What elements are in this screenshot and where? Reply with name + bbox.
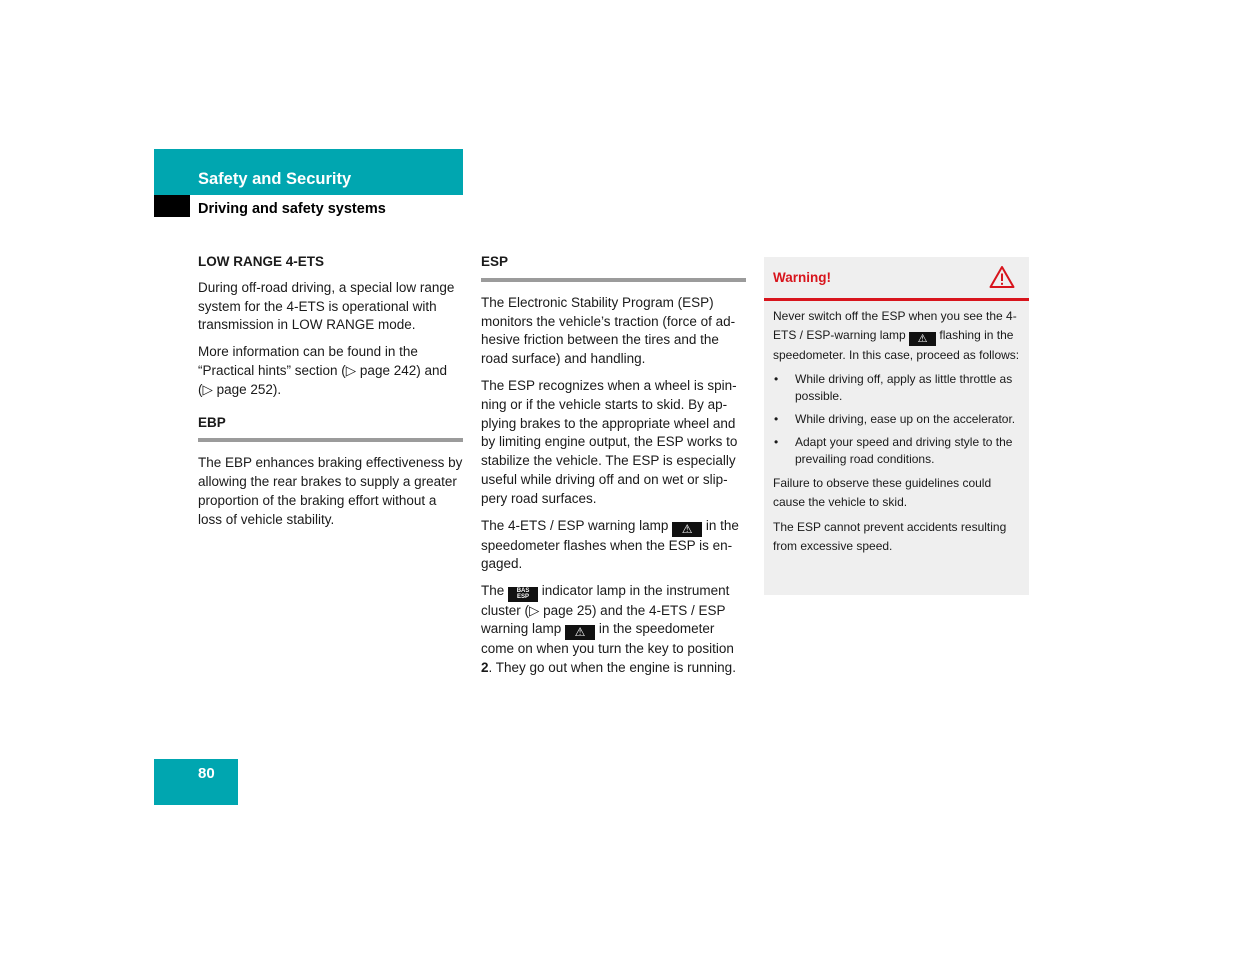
- ebp-heading: EBP: [198, 414, 463, 443]
- warning-paragraph-3: The ESP cannot prevent accidents resulting from excessive speed.: [773, 520, 1007, 553]
- esp-heading: ESP: [481, 253, 746, 282]
- ebp-paragraph: The EBP enhances braking effectiveness by allowing the rear brakes to supply a greater proportion of the braking effort without a loss of vehicle stability.: [198, 455, 463, 527]
- esp-paragraph-1: The Electronic Stability Program (ESP) monitors the vehicle’s traction (force of adhesive friction between the tires and the road surface) and handling.: [481, 294, 736, 367]
- esp-p4-text-c: in the speedometer come on when you turn the key to position: [481, 621, 734, 657]
- bas-label: BAS: [516, 587, 530, 594]
- list-item: • While driving, ease up on the accelerator.: [773, 411, 1020, 428]
- chapter-title: Safety and Security: [198, 170, 352, 188]
- warning-paragraph-2: Failure to observe these guidelines could cause the vehicle to skid.: [773, 476, 992, 509]
- esp-paragraph-3: [481, 517, 746, 575]
- warning-p1-text-a: Never switch off the ESP when you see the 4-ETS / ESP-warning lamp: [773, 309, 1017, 342]
- low-range-paragraph-2: More information can be found in the “Practical hints” section (▷ page 242) and (▷ page 252).: [198, 344, 448, 397]
- warning-body: [764, 301, 1029, 555]
- esp-p4-text-b: indicator lamp in the instrument cluster (▷ page 25) and the 4-ETS / ESP warning lamp: [481, 583, 730, 637]
- chapter-header: [154, 149, 463, 195]
- esp-warning-lamp-icon: ⚠: [909, 332, 936, 346]
- page-number: 80: [198, 765, 215, 782]
- list-item: • While driving off, apply as little throttle as possible.: [773, 371, 1020, 405]
- warning-triangle-icon: [989, 265, 1015, 289]
- esp-p4-text-a: The: [481, 583, 505, 599]
- esp-paragraph-4: [481, 582, 746, 678]
- esp-warning-lamp-icon: ⚠: [672, 522, 702, 537]
- esp-p3-text-a: The 4-ETS / ESP warning lamp: [481, 517, 669, 533]
- esp-paragraph-2: The ESP recognizes when a wheel is spinning or if the vehicle starts to skid. By applying brakes to the appropriate wheel and by limiting engine output, the ESP works to stabilize the vehicle. The ESP is especially useful while driving off and on wet or slippery road surfaces.: [481, 377, 738, 506]
- warning-list: [773, 371, 1020, 468]
- list-item: • Adapt your speed and driving style to the prevailing road conditions.: [773, 434, 1020, 468]
- bas-esp-indicator-icon: [508, 587, 538, 602]
- warning-p1-text-b: flashing in the speedometer. In this case, proceed as follows:: [773, 327, 1020, 362]
- esp-label: ESP: [517, 594, 530, 601]
- esp-p3-text-b: in the speedometer flashes when the ESP is engaged.: [481, 517, 739, 572]
- column-middle: [481, 253, 746, 686]
- warning-box: [764, 257, 1029, 595]
- column-left: [198, 253, 463, 538]
- esp-p4-text-d: . They go out when the engine is running.: [488, 660, 736, 676]
- low-range-paragraph-1: During off-road driving, a special low range system for the 4-ETS is operational with transmission in LOW RANGE mode.: [198, 279, 455, 333]
- warning-paragraph-1: [773, 307, 1020, 364]
- section-marker: [154, 195, 190, 217]
- esp-warning-lamp-icon: ⚠: [565, 625, 595, 640]
- page-number-box: [154, 759, 238, 805]
- low-range-heading: LOW RANGE 4-ETS: [198, 254, 325, 269]
- section-title: Driving and safety systems: [198, 201, 386, 217]
- warning-label: Warning!: [773, 270, 831, 285]
- key-position: 2: [481, 660, 489, 676]
- warning-header: [764, 257, 1029, 301]
